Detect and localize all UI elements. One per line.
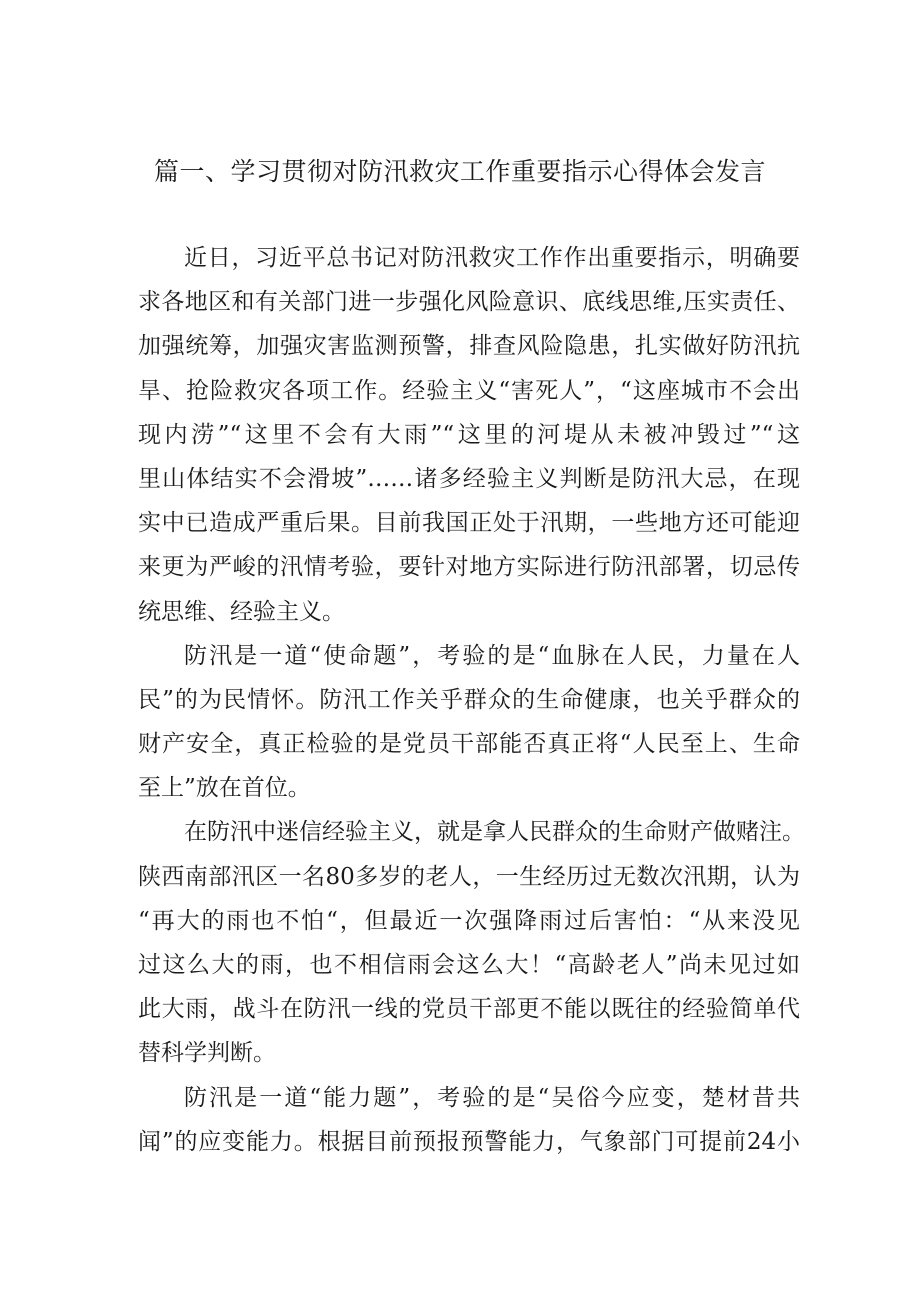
document-title: 篇一、学习贯彻对防汛救灾工作重要指示心得体会发言 bbox=[153, 157, 766, 186]
text-line: 至上”放在首位。 bbox=[138, 775, 311, 802]
text-line: 财产安全，真正检验的是党员干部能否真正将“人民至上、生命 bbox=[138, 731, 800, 758]
text-line: 求各地区和有关部门进一步强化风险意识、底线思维,压实责任、 bbox=[138, 289, 800, 316]
text-line: 旱、抢险救灾各项工作。经验主义“害死人”，“这座城市不会出 bbox=[138, 377, 800, 404]
text-line: 实中已造成严重后果。目前我国正处于汛期，一些地方还可能迎 bbox=[138, 510, 800, 537]
text-line: 里山体结实不会滑坡”……诸多经验主义判断是防汛大忌，在现 bbox=[138, 465, 800, 492]
text-line: 民”的为民情怀。防汛工作关乎群众的生命健康，也关乎群众的 bbox=[138, 686, 800, 713]
text-line: 加强统筹，加强灾害监测预警，排查风险隐患，扎实做好防汛抗 bbox=[138, 333, 800, 360]
paragraph-2 bbox=[138, 634, 800, 811]
text-line: 此大雨，战斗在防汛一线的党员干部更不能以既往的经验简单代 bbox=[138, 996, 800, 1023]
text-line: 陕西南部汛区一名80多岁的老人，一生经历过无数次汛期，认为 bbox=[138, 863, 800, 890]
paragraph-4 bbox=[138, 1076, 800, 1164]
text-line: 防汛是一道“使命题”，考验的是“血脉在人民，力量在人 bbox=[184, 642, 800, 669]
text-line: 统思维、经验主义。 bbox=[138, 598, 345, 625]
text-line: “再大的雨也不怕“，但最近一次强降雨过后害怕：“从来没见 bbox=[138, 907, 800, 934]
text-line: 防汛是一道“能力题”，考验的是“吴俗今应变，楚材昔共 bbox=[184, 1084, 800, 1111]
paragraph-3 bbox=[138, 810, 805, 1075]
document-body bbox=[138, 236, 805, 1164]
text-line: 闻”的应变能力。根据目前预报预警能力，气象部门可提前24小 bbox=[138, 1128, 800, 1155]
text-line: 近日，习近平总书记对防汛救灾工作作出重要指示，明确要 bbox=[184, 245, 800, 271]
text-line: 在防汛中迷信经验主义，就是拿人民群众的生命财产做赌注。 bbox=[184, 819, 805, 846]
text-line: 过这么大的雨，也不相信雨会这么大！“高龄老人”尚未见过如 bbox=[138, 952, 800, 978]
text-line: 现内涝”“这里不会有大雨”“这里的河堤从未被冲毁过”“这 bbox=[138, 421, 800, 448]
text-line: 来更为严峻的汛情考验，要针对地方实际进行防汛部署，切忌传 bbox=[138, 554, 800, 581]
text-line: 替科学判断。 bbox=[138, 1040, 276, 1067]
paragraph-1 bbox=[138, 236, 800, 634]
